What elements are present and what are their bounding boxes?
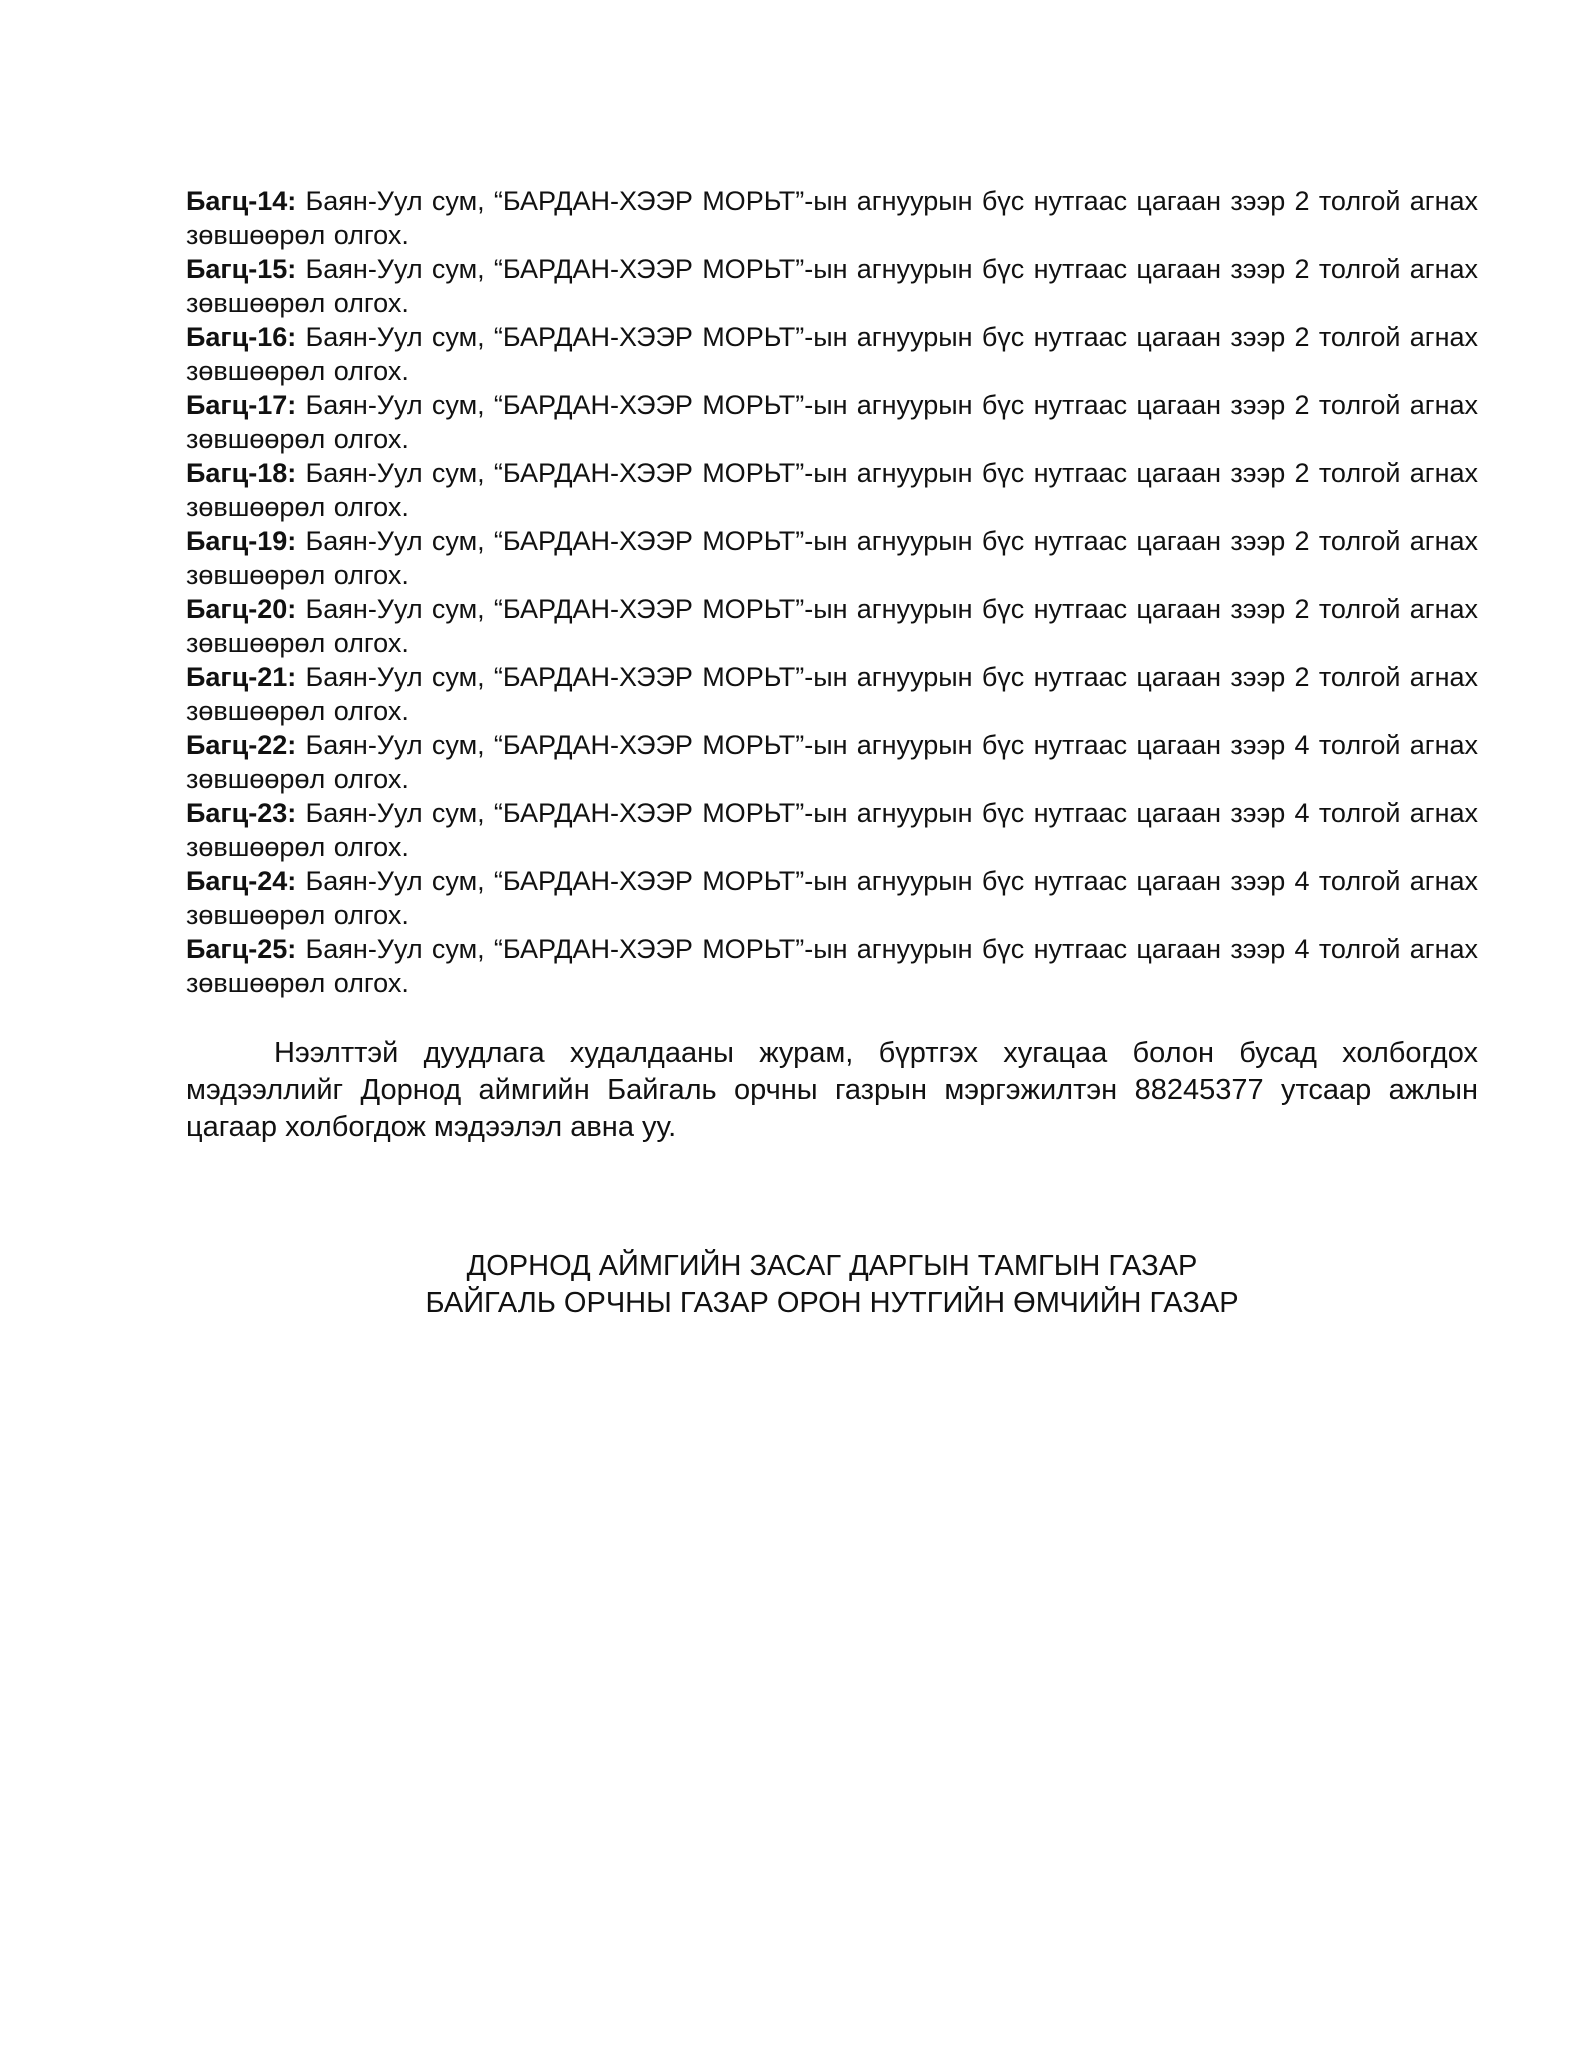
- signature-block: [186, 1248, 1478, 1322]
- signature-line-1: ДОРНОД АЙМГИЙН ЗАСАГ ДАРГЫН ТАМГЫН ГАЗАР: [466, 1250, 1198, 1282]
- lot-label: Багц-20:: [186, 594, 297, 624]
- lot-item: [186, 456, 1478, 524]
- lot-text: Баян-Уул сум, “БАРДАН-ХЭЭР МОРЬТ”-ын агнуурын бүс нутгаас цагаан зээр 2 толгой агнах зөвшөөрөл олгох.: [186, 322, 1478, 386]
- lot-label: Багц-14:: [186, 186, 297, 216]
- contact-notice: Нээлттэй дуудлага худалдааны журам, бүртгэх хугацаа болон бусад холбогдох мэдээллийг Дорнод аймгийн Байгаль орчны газрын мэргэжилтэн 88245377 утсаар ажлын цагаар холбогдож мэдээлэл авна уу.: [186, 1037, 1478, 1143]
- lot-label: Багц-16:: [186, 322, 297, 352]
- lot-text: Баян-Уул сум, “БАРДАН-ХЭЭР МОРЬТ”-ын агнуурын бүс нутгаас цагаан зээр 4 толгой агнах зөвшөөрөл олгох.: [186, 866, 1478, 930]
- lot-item: [186, 184, 1478, 252]
- lot-item: [186, 660, 1478, 728]
- lot-label: Багц-22:: [186, 730, 297, 760]
- lot-item: [186, 388, 1478, 456]
- lot-item: [186, 252, 1478, 320]
- signature-line-2: БАЙГАЛЬ ОРЧНЫ ГАЗАР ОРОН НУТГИЙН ӨМЧИЙН ГАЗАР: [425, 1287, 1239, 1319]
- lot-item: [186, 932, 1478, 1000]
- lot-label: Багц-21:: [186, 662, 297, 692]
- lot-text: Баян-Уул сум, “БАРДАН-ХЭЭР МОРЬТ”-ын агнуурын бүс нутгаас цагаан зээр 4 толгой агнах зөвшөөрөл олгох.: [186, 934, 1478, 998]
- lot-label: Багц-23:: [186, 798, 297, 828]
- lot-label: Багц-25:: [186, 934, 297, 964]
- lot-text: Баян-Уул сум, “БАРДАН-ХЭЭР МОРЬТ”-ын агнуурын бүс нутгаас цагаан зээр 2 толгой агнах зөвшөөрөл олгох.: [186, 458, 1478, 522]
- lot-item: [186, 796, 1478, 864]
- lot-list: [186, 184, 1478, 1000]
- lot-label: Багц-19:: [186, 526, 297, 556]
- lot-text: Баян-Уул сум, “БАРДАН-ХЭЭР МОРЬТ”-ын агнуурын бүс нутгаас цагаан зээр 2 толгой агнах зөвшөөрөл олгох.: [186, 390, 1478, 454]
- lot-label: Багц-18:: [186, 458, 297, 488]
- lot-item: [186, 864, 1478, 932]
- lot-text: Баян-Уул сум, “БАРДАН-ХЭЭР МОРЬТ”-ын агнуурын бүс нутгаас цагаан зээр 2 толгой агнах зөвшөөрөл олгох.: [186, 186, 1478, 250]
- lot-label: Багц-24:: [186, 866, 297, 896]
- lot-item: [186, 524, 1478, 592]
- lot-text: Баян-Уул сум, “БАРДАН-ХЭЭР МОРЬТ”-ын агнуурын бүс нутгаас цагаан зээр 2 толгой агнах зөвшөөрөл олгох.: [186, 254, 1478, 318]
- lot-text: Баян-Уул сум, “БАРДАН-ХЭЭР МОРЬТ”-ын агнуурын бүс нутгаас цагаан зээр 4 толгой агнах зөвшөөрөл олгох.: [186, 730, 1478, 794]
- lot-item: [186, 728, 1478, 796]
- lot-label: Багц-15:: [186, 254, 297, 284]
- lot-label: Багц-17:: [186, 390, 297, 420]
- lot-text: Баян-Уул сум, “БАРДАН-ХЭЭР МОРЬТ”-ын агнуурын бүс нутгаас цагаан зээр 4 толгой агнах зөвшөөрөл олгох.: [186, 798, 1478, 862]
- lot-text: Баян-Уул сум, “БАРДАН-ХЭЭР МОРЬТ”-ын агнуурын бүс нутгаас цагаан зээр 2 толгой агнах зөвшөөрөл олгох.: [186, 662, 1478, 726]
- lot-text: Баян-Уул сум, “БАРДАН-ХЭЭР МОРЬТ”-ын агнуурын бүс нутгаас цагаан зээр 2 толгой агнах зөвшөөрөл олгох.: [186, 526, 1478, 590]
- lot-item: [186, 592, 1478, 660]
- lot-text: Баян-Уул сум, “БАРДАН-ХЭЭР МОРЬТ”-ын агнуурын бүс нутгаас цагаан зээр 2 толгой агнах зөвшөөрөл олгох.: [186, 594, 1478, 658]
- lot-item: [186, 320, 1478, 388]
